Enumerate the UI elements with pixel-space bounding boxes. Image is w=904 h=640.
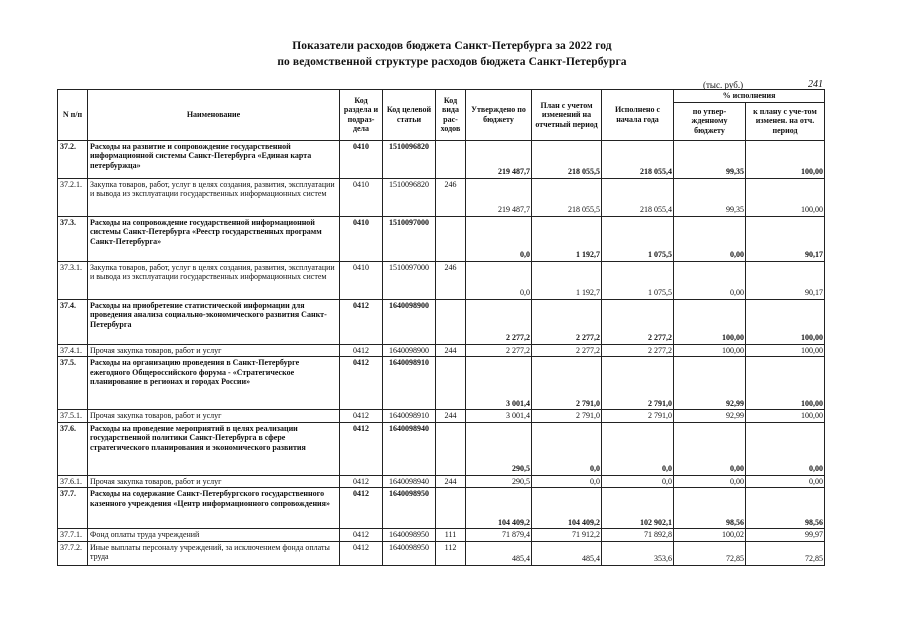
- page-number: 241: [808, 79, 823, 90]
- row-section-code: 0412: [340, 529, 383, 542]
- row-pct-plan: 100,00: [746, 140, 825, 178]
- row-pct-approved: 72,85: [674, 541, 746, 565]
- row-pct-plan: 0,00: [746, 475, 825, 488]
- row-name: Прочая закупка товаров, работ и услуг: [88, 475, 340, 488]
- row-pct-approved: 92,99: [674, 410, 746, 423]
- row-number: 37.7.1.: [58, 529, 88, 542]
- row-pct-approved: 99,35: [674, 178, 746, 216]
- header-target: Код целевой статьи: [383, 90, 436, 141]
- row-section-code: 0410: [340, 216, 383, 261]
- row-target-code: 1640098950: [383, 541, 436, 565]
- row-number: 37.3.1.: [58, 261, 88, 299]
- units-label: (тыс. руб.): [703, 80, 744, 90]
- table-row: [58, 261, 825, 299]
- row-plan: 104 409,2: [532, 488, 602, 529]
- row-approved: 2 277,2: [466, 299, 532, 344]
- row-type-code: 112: [436, 541, 466, 565]
- row-plan: 1 192,7: [532, 216, 602, 261]
- row-section-code: 0412: [340, 410, 383, 423]
- row-name: Расходы на развитие и сопровождение государственной информационной системы Санкт-Петербурга «Единая карта петербуржца»: [88, 140, 340, 178]
- row-type-code: [436, 216, 466, 261]
- row-type-code: [436, 422, 466, 475]
- row-type-code: [436, 357, 466, 410]
- row-approved: 0,0: [466, 261, 532, 299]
- row-type-code: [436, 488, 466, 529]
- row-pct-plan: 100,00: [746, 410, 825, 423]
- row-pct-approved: 99,35: [674, 140, 746, 178]
- table-row: [58, 178, 825, 216]
- row-plan: 0,0: [532, 475, 602, 488]
- row-type-code: 246: [436, 178, 466, 216]
- row-approved: 2 277,2: [466, 344, 532, 357]
- table-row: [58, 344, 825, 357]
- report-title: Показатели расходов бюджета Санкт-Петербурга за 2022 год: [292, 40, 612, 52]
- row-target-code: 1510097000: [383, 216, 436, 261]
- budget-table: [57, 89, 825, 566]
- header-np: N п/п: [58, 90, 88, 141]
- row-name: Расходы на организацию проведения в Санкт-Петербурге ежегодного Общероссийского форума - «Стратегическое планирование в регионах и городах России»: [88, 357, 340, 410]
- row-type-code: 244: [436, 344, 466, 357]
- row-type-code: 244: [436, 410, 466, 423]
- header-type: Код вида рас-ходов: [436, 90, 466, 141]
- row-plan: 71 912,2: [532, 529, 602, 542]
- row-pct-approved: 0,00: [674, 422, 746, 475]
- row-done: 218 055,4: [602, 178, 674, 216]
- row-name: Расходы на сопровождение государственной информационной системы Санкт-Петербурга «Реестр государственных программ Санкт-Петербурга»: [88, 216, 340, 261]
- row-done: 0,0: [602, 475, 674, 488]
- row-approved: 290,5: [466, 475, 532, 488]
- row-section-code: 0412: [340, 422, 383, 475]
- row-target-code: 1510097000: [383, 261, 436, 299]
- row-number: 37.7.2.: [58, 541, 88, 565]
- row-type-code: 244: [436, 475, 466, 488]
- row-plan: 2 277,2: [532, 299, 602, 344]
- row-done: 2 277,2: [602, 344, 674, 357]
- row-done: 102 902,1: [602, 488, 674, 529]
- row-pct-plan: 0,00: [746, 422, 825, 475]
- row-name: Прочая закупка товаров, работ и услуг: [88, 410, 340, 423]
- row-pct-plan: 99,97: [746, 529, 825, 542]
- row-pct-approved: 0,00: [674, 475, 746, 488]
- row-type-code: [436, 299, 466, 344]
- row-pct-approved: 100,02: [674, 529, 746, 542]
- row-pct-plan: 100,00: [746, 357, 825, 410]
- table-row: [58, 410, 825, 423]
- header-done: Исполнено с начала года: [602, 90, 674, 141]
- row-target-code: 1640098910: [383, 357, 436, 410]
- row-plan: 2 791,0: [532, 410, 602, 423]
- table-row: [58, 299, 825, 344]
- header-section: Код раздела и подраз-дела: [340, 90, 383, 141]
- row-done: 2 277,2: [602, 299, 674, 344]
- row-number: 37.2.: [58, 140, 88, 178]
- row-number: 37.4.: [58, 299, 88, 344]
- header-approved: Утверждено по бюджету: [466, 90, 532, 141]
- table-row: [58, 216, 825, 261]
- row-done: 218 055,4: [602, 140, 674, 178]
- table-row: [58, 541, 825, 565]
- row-number: 37.6.1.: [58, 475, 88, 488]
- row-pct-plan: 98,56: [746, 488, 825, 529]
- row-pct-plan: 90,17: [746, 216, 825, 261]
- row-name: Прочая закупка товаров, работ и услуг: [88, 344, 340, 357]
- row-target-code: 1640098940: [383, 475, 436, 488]
- row-section-code: 0410: [340, 140, 383, 178]
- row-number: 37.6.: [58, 422, 88, 475]
- row-name: Расходы на приобретение статистической информации для проведения анализа социально-экономического развития Санкт-Петербурга: [88, 299, 340, 344]
- row-plan: 0,0: [532, 422, 602, 475]
- row-number: 37.5.: [58, 357, 88, 410]
- header-plan: План с учетом изменений на отчетный период: [532, 90, 602, 141]
- header-pct-approved: по утвер-жденному бюджету: [674, 102, 746, 140]
- row-name: Расходы на проведение мероприятий в целях реализации государственной политики Санкт-Петербурга в сфере стратегического планирования и экономического развития: [88, 422, 340, 475]
- table-row: [58, 529, 825, 542]
- row-approved: 290,5: [466, 422, 532, 475]
- row-number: 37.2.1.: [58, 178, 88, 216]
- row-plan: 2 791,0: [532, 357, 602, 410]
- row-pct-approved: 0,00: [674, 216, 746, 261]
- row-done: 71 892,8: [602, 529, 674, 542]
- row-section-code: 0410: [340, 261, 383, 299]
- table-row: [58, 488, 825, 529]
- row-pct-plan: 100,00: [746, 178, 825, 216]
- row-target-code: 1640098950: [383, 529, 436, 542]
- row-type-code: 111: [436, 529, 466, 542]
- row-pct-approved: 100,00: [674, 344, 746, 357]
- row-name: Закупка товаров, работ, услуг в целях создания, развития, эксплуатации и вывода из эксплуатации государственных информационных систем: [88, 178, 340, 216]
- row-plan: 218 055,5: [532, 178, 602, 216]
- row-approved: 485,4: [466, 541, 532, 565]
- row-type-code: 246: [436, 261, 466, 299]
- table-row: [58, 140, 825, 178]
- row-target-code: 1510096820: [383, 178, 436, 216]
- table-body: [58, 140, 825, 565]
- table-row: [58, 357, 825, 410]
- row-plan: 218 055,5: [532, 140, 602, 178]
- row-plan: 1 192,7: [532, 261, 602, 299]
- row-plan: 485,4: [532, 541, 602, 565]
- row-number: 37.5.1.: [58, 410, 88, 423]
- row-type-code: [436, 140, 466, 178]
- row-target-code: 1640098900: [383, 344, 436, 357]
- row-section-code: 0412: [340, 475, 383, 488]
- row-approved: 0,0: [466, 216, 532, 261]
- row-done: 1 075,5: [602, 261, 674, 299]
- row-section-code: 0410: [340, 178, 383, 216]
- table-row: [58, 422, 825, 475]
- row-pct-plan: 100,00: [746, 299, 825, 344]
- header-name: Наименование: [88, 90, 340, 141]
- row-target-code: 1640098940: [383, 422, 436, 475]
- row-section-code: 0412: [340, 541, 383, 565]
- row-plan: 2 277,2: [532, 344, 602, 357]
- row-name: Расходы на содержание Санкт-Петербургского государственного казенного учреждения «Центр информационного сопровождения»: [88, 488, 340, 529]
- row-pct-approved: 100,00: [674, 299, 746, 344]
- row-number: 37.3.: [58, 216, 88, 261]
- row-done: 2 791,0: [602, 357, 674, 410]
- row-name: Фонд оплаты труда учреждений: [88, 529, 340, 542]
- row-done: 2 791,0: [602, 410, 674, 423]
- row-approved: 71 879,4: [466, 529, 532, 542]
- header-pct-plan: к плану с уче-том изменен. на отч. период: [746, 102, 825, 140]
- row-pct-plan: 90,17: [746, 261, 825, 299]
- row-target-code: 1640098900: [383, 299, 436, 344]
- row-approved: 3 001,4: [466, 410, 532, 423]
- row-section-code: 0412: [340, 488, 383, 529]
- row-approved: 104 409,2: [466, 488, 532, 529]
- row-target-code: 1640098910: [383, 410, 436, 423]
- row-target-code: 1640098950: [383, 488, 436, 529]
- row-done: 0,0: [602, 422, 674, 475]
- report-subtitle: по ведомственной структуре расходов бюджета Санкт-Петербурга: [277, 56, 627, 68]
- row-name: Иные выплаты персоналу учреждений, за исключением фонда оплаты труда: [88, 541, 340, 565]
- table-row: [58, 475, 825, 488]
- row-approved: 219 487,7: [466, 140, 532, 178]
- row-pct-approved: 92,99: [674, 357, 746, 410]
- row-number: 37.4.1.: [58, 344, 88, 357]
- row-approved: 219 487,7: [466, 178, 532, 216]
- row-section-code: 0412: [340, 344, 383, 357]
- row-name: Закупка товаров, работ, услуг в целях создания, развития, эксплуатации и вывода из эксплуатации государственных информационных систем: [88, 261, 340, 299]
- row-done: 353,6: [602, 541, 674, 565]
- row-pct-plan: 72,85: [746, 541, 825, 565]
- row-pct-approved: 0,00: [674, 261, 746, 299]
- row-section-code: 0412: [340, 357, 383, 410]
- row-number: 37.7.: [58, 488, 88, 529]
- row-pct-plan: 100,00: [746, 344, 825, 357]
- row-pct-approved: 98,56: [674, 488, 746, 529]
- row-done: 1 075,5: [602, 216, 674, 261]
- row-section-code: 0412: [340, 299, 383, 344]
- header-pct: % исполнения: [674, 90, 825, 103]
- row-approved: 3 001,4: [466, 357, 532, 410]
- row-target-code: 1510096820: [383, 140, 436, 178]
